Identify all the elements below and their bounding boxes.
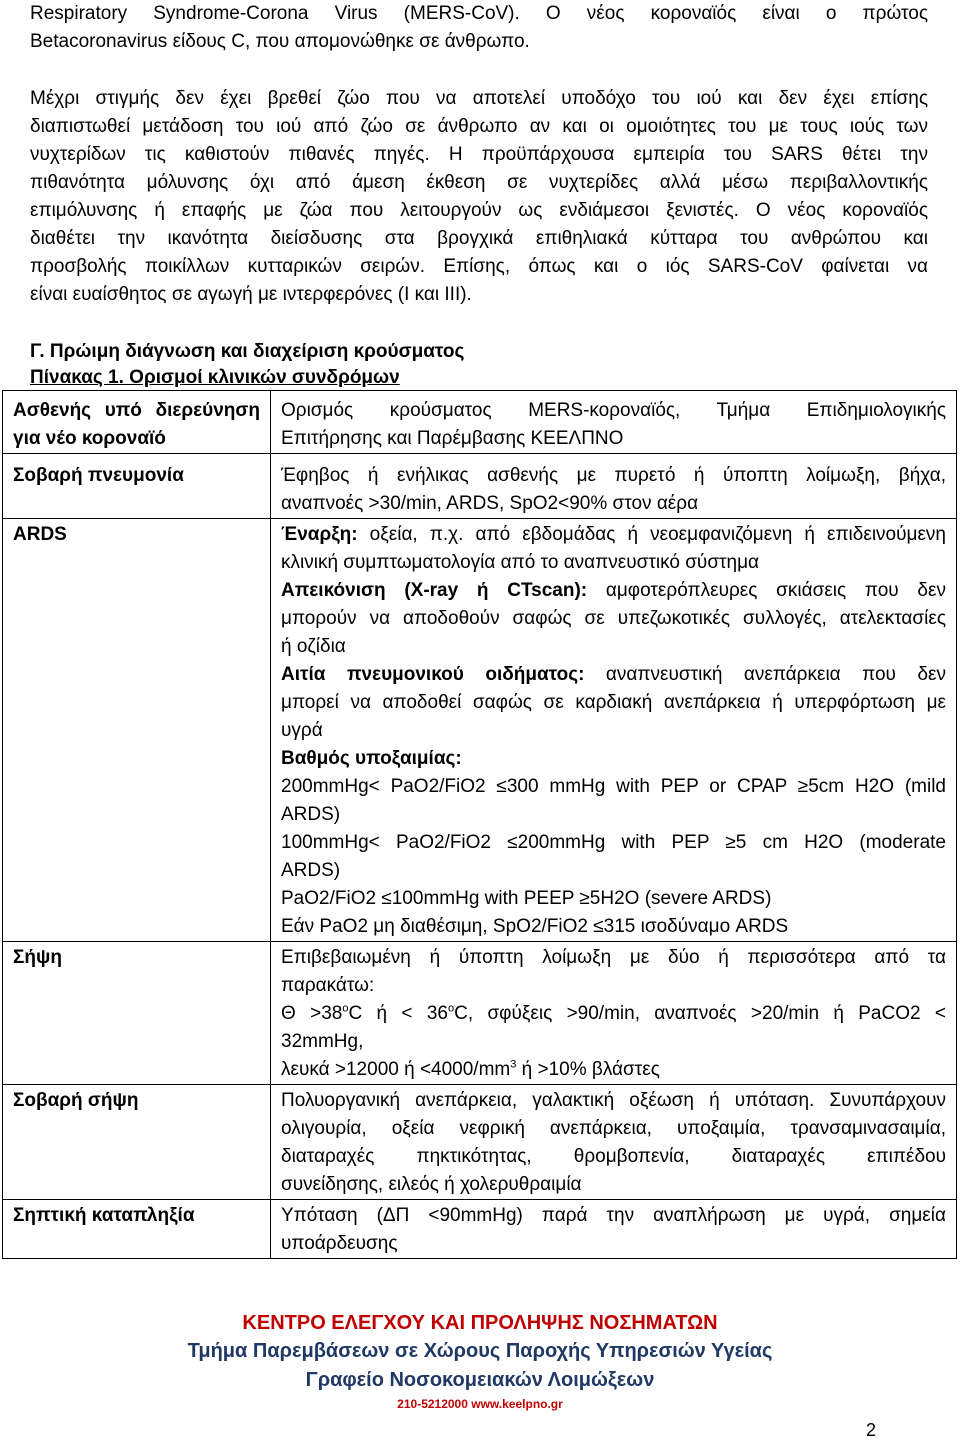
imaging-text: αμφοτερόπλευρες σκιάσεις που δεν xyxy=(587,580,946,601)
cube-sup: 3 xyxy=(510,1058,517,1071)
temp-text: C ή < 36 xyxy=(348,1003,448,1024)
definition-line: Υπόταση (ΔΠ <90mmHg) παρά την αναπλήρωση με υγρά, σημεία xyxy=(281,1205,946,1226)
table-row xyxy=(3,519,957,942)
table-header-row xyxy=(3,391,957,454)
definition-line: μπορούν να αποδοθούν σαφώς σε υπεζωκοτικές συλλογές, ατελεκτασίες xyxy=(281,608,946,629)
table-caption: Πίνακας 1. Ορισμοί κλινικών συνδρόμων xyxy=(30,367,400,388)
onset-text: οξεία, π.χ. από εβδομάδας ή νεοεμφανιζόμενη ή επιδεινούμενη xyxy=(357,524,946,545)
definition-line: Εάν PaO2 μη διαθέσιμη, SpO2/FiO2 ≤315 ισοδύναμο ARDS xyxy=(281,916,789,937)
header-right-cell xyxy=(271,391,957,454)
text-line: Betacoronavirus είδους C, που απομονώθηκε σε άνθρωπο. xyxy=(30,31,530,52)
row-definition-ards xyxy=(271,519,957,942)
definition-line: διαταραχές πηκτικότητας, θρομβοπενία, διαταραχές επιπέδου xyxy=(281,1146,946,1167)
degree-sup: o xyxy=(447,1002,455,1015)
definition-line xyxy=(281,1056,946,1084)
wbc-text: ή >10% βλάστες xyxy=(516,1059,660,1080)
hypoxemia-label: Βαθμός υποξαιμίας: xyxy=(281,748,462,769)
row-definition-septic-shock xyxy=(271,1200,957,1259)
definition-line: αναπνοές >30/min, ARDS, SpO2<90% στον αέρα xyxy=(281,493,699,514)
clinical-syndromes-table xyxy=(2,390,957,1259)
footer-department: Τμήμα Παρεμβάσεων σε Χώρους Παροχής Υπηρεσιών Υγείας xyxy=(187,1340,773,1362)
onset-label: Έναρξη: xyxy=(281,524,358,545)
row-label-septic-shock: Σηπτική καταπληξία xyxy=(3,1200,271,1259)
header-right-line: Ορισμός κρούσματος MERS-κοροναϊός, Τμήμα Επιδημιολογικής xyxy=(281,400,946,421)
definition-line: 100mmHg< PaO2/FiO2 ≤200mmHg with PEP ≥5 cm H2O (moderate xyxy=(281,832,946,853)
definition-line: Πολυοργανική ανεπάρκεια, γαλακτική οξέωση ή υπόταση. Συνυπάρχουν xyxy=(281,1090,946,1111)
definition-line xyxy=(281,577,946,605)
text-line: προσβολής ποικίλλων κυτταρικών σειρών. Επίσης, όπως και ο ιός SARS-CoV φαίνεται να xyxy=(30,256,928,277)
text-line: νυχτερίδων τις καθιστούν πιθανές πηγές. Η προϋπάρχουσα εμπειρία του SARS θέτει την xyxy=(30,144,928,165)
table-row xyxy=(3,1200,957,1259)
header-left-line: για νέο κοροναϊό xyxy=(13,428,166,449)
text-line: Respiratory Syndrome-Corona Virus (MERS-CoV). Ο νέος κοροναϊός είναι ο πρώτος xyxy=(30,3,928,24)
definition-line: ολιγουρία, οξεία νεφρική ανεπάρκεια, υποξαιμία, τρανσαμινασαιμία, xyxy=(281,1118,946,1139)
definition-line: μπορεί να αποδοθεί σαφώς σε καρδιακή ανεπάρκεια ή υπερφόρτωση με xyxy=(281,692,946,713)
row-definition-severe-sepsis xyxy=(271,1085,957,1200)
table-row xyxy=(3,942,957,1085)
temp-text: Θ >38 xyxy=(281,1003,343,1024)
definition-line: ARDS) xyxy=(281,860,341,881)
text-line: πιθανότητα μόλυνσης όχι από άμεση έκθεση σε νυχτερίδες αλλά μέσω περιβαλλοντικής xyxy=(30,172,928,193)
definition-line: παρακάτω: xyxy=(281,975,375,996)
degree-sup: o xyxy=(342,1002,349,1015)
vitals-text: C, σφύξεις >90/min, αναπνοές >20/min ή PaCO2 < xyxy=(454,1003,946,1024)
definition-line: ARDS) xyxy=(281,804,341,825)
definition-line: συνείδησης, ειλεός ή χολερυθραιμία xyxy=(281,1174,582,1195)
footer-office: Γραφείο Νοσοκομειακών Λοιμώξεων xyxy=(305,1369,655,1391)
definition-line: υγρά xyxy=(281,720,323,741)
definition-line: υποάρδευσης xyxy=(281,1233,398,1254)
definition-line: Επιβεβαιωμένη ή ύποπτη λοίμωξη με δύο ή περισσότερα από τα xyxy=(281,947,946,968)
definition-line: 32mmHg, xyxy=(281,1031,364,1052)
header-left-line: Ασθενής υπό διερεύνηση xyxy=(13,400,260,421)
cause-text: αναπνευστική ανεπάρκεια που δεν xyxy=(584,664,946,685)
definition-line: Έφηβος ή ενήλικας ασθενής με πυρετό ή ύποπτη λοίμωξη, βήχα, xyxy=(281,465,946,486)
wbc-text: λευκά >12000 ή <4000/mm xyxy=(281,1059,511,1080)
section-heading: Γ. Πρώιμη διάγνωση και διαχείριση κρούσματος xyxy=(30,341,465,362)
row-label-ards: ARDS xyxy=(3,519,271,942)
row-definition-sepsis xyxy=(271,942,957,1085)
page-number: 2 xyxy=(866,1420,877,1440)
definition-line: 200mmHg< PaO2/FiO2 ≤300 mmHg with PEP or CPAP ≥5cm H2O (mild xyxy=(281,776,946,797)
definition-line xyxy=(281,521,946,549)
intro-paragraph xyxy=(30,0,928,56)
text-line: επιμόλυνσης ή επαφής με ζώα που λειτουργούν ως ενδιάμεσοι ξενιστές. Ο νέος κοροναϊός xyxy=(30,200,928,221)
imaging-label: Απεικόνιση (X-ray ή CTscan): xyxy=(281,580,588,601)
table-row xyxy=(3,454,957,519)
footer-organization: ΚΕΝΤΡΟ ΕΛΕΓΧΟΥ ΚΑΙ ΠΡΟΛΗΨΗΣ ΝΟΣΗΜΑΤΩΝ xyxy=(242,1312,718,1334)
definition-line xyxy=(281,1000,946,1028)
footer-contact: 210-5212000 www.keelpno.gr xyxy=(397,1397,563,1411)
text-line: διαθέτει την ικανότητα διείσδυσης στα βρογχικά επιθηλιακά κύτταρα του ανθρώπου και xyxy=(30,228,928,249)
row-definition-pneumonia xyxy=(271,454,957,519)
text-line: Μέχρι στιγμής δεν έχει βρεθεί ζώο που να αποτελεί υποδόχο του ιού και δεν έχει επίσης xyxy=(30,88,928,109)
text-line: είναι ευαίσθητος σε αγωγή με ιντερφερόνες (I και III). xyxy=(30,284,472,305)
row-label-severe-sepsis: Σοβαρή σήψη xyxy=(3,1085,271,1200)
definition-line xyxy=(281,661,946,689)
row-label-pneumonia: Σοβαρή πνευμονία xyxy=(3,454,271,519)
header-left-cell xyxy=(3,391,271,454)
row-label-sepsis: Σήψη xyxy=(3,942,271,1085)
definition-line: ή οζίδια xyxy=(281,636,346,657)
definition-line: κλινική συμπτωματολογία από το αναπνευστικό σύστημα xyxy=(281,552,760,573)
header-right-line: Επιτήρησης και Παρέμβασης ΚΕΕΛΠΝΟ xyxy=(281,428,624,449)
text-line: διαπιστωθεί μετάδοση του ιού από ζώο σε άνθρωπο αν και οι ομοιότητες του με τους ιούς των xyxy=(30,116,928,137)
table-row xyxy=(3,1085,957,1200)
cause-label: Αιτία πνευμονικού οιδήματος: xyxy=(281,664,585,685)
definition-line: PaO2/FiO2 ≤100mmHg with PEEP ≥5H2O (severe ARDS) xyxy=(281,888,772,909)
body-paragraph xyxy=(30,85,928,309)
